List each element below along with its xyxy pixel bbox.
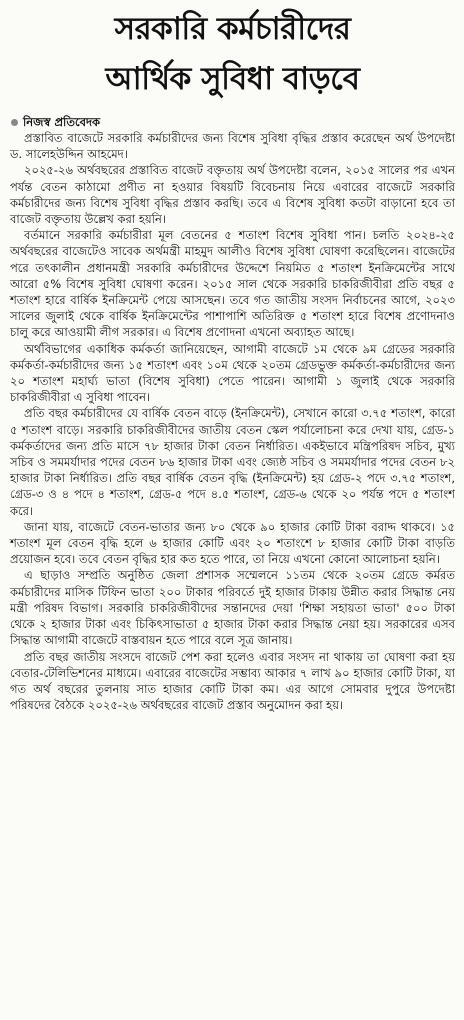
- paragraph-6: জানা যায়, বাজেটে বেতন-ভাতার জন্য ৮০ থেকে ৯০ হাজার কোটি টাকা বরাদ্দ থাকবে। ১৫ শতাংশ মূল বেতন বৃদ্ধি হলে ৬ হাজার কোটি এবং ২০ শতাংশে ৮ হাজার কোটি টাকা বাড়তি প্রয়োজন হবে। তবে বেতন বৃদ্ধির হার কত হতে পারে, তা নিয়ে এখনো কোনো আলোচনা হয়নি।: [10, 519, 455, 567]
- paragraph-3: বর্তমানে সরকারি কর্মচারীরা মূল বেতনের ৫ শতাংশ বিশেষ সুবিধা পান। চলতি ২০২৪-২৫ অর্থবছরের বাজেটেও সাবেক অর্থমন্ত্রী মাহমুদ আলীও বিশেষ সুবিধা ঘোষণা করেছিলেন। বাজেটের পরে তৎকালীন প্রধানমন্ত্রী সরকারি কর্মচারীদের উদ্দেশে নিয়মিত ৫ শতাংশ ইনক্রিমেন্টের সাথে আরো ৫% বিশেষ সুবিধা ঘোষণা করেন। ২০১৫ সাল থেকে সরকারি চাকরিজীবীরা প্রতি বছর ৫ শতাংশ হারে বার্ষিক ইনক্রিমেন্ট পেয়ে আসছেন। তবে গত জাতীয় সংসদ নির্বাচনের আগে, ২০২৩ সালের জুলাই থেকে বার্ষিক ইনক্রিমেন্টের পাশাপাশি অতিরিক্ত ৫ শতাংশ হারে বিশেষ প্রণোদনাও চালু করে আওয়ামী লীগ সরকার। এ বিশেষ প্রণোদনা এখনো অব্যাহত আছে।: [10, 228, 455, 340]
- paragraph-1: প্রস্তাবিত বাজেটে সরকারি কর্মচারীদের জন্য বিশেষ সুবিধা বৃদ্ধির প্রস্তাব করেছেন অর্থ উপদেষ্টা ড. সালেহউদ্দিন আহমেদ।: [10, 131, 455, 162]
- paragraph-7: এ ছাড়াও সম্প্রতি অনুষ্ঠিত জেলা প্রশাসক সম্মেলনে ১১তম থেকে ২০তম গ্রেডে কর্মরত কর্মচারীদের মাসিক টিফিন ভাতা ২০০ টাকার পরিবর্তে দুই হাজার টাকায় উন্নীত করার সিদ্ধান্ত নেয় মন্ত্রী পরিষদ বিভাগ। সরকারি চাকরিজীবীদের সন্তানদের দেয়া 'শিক্ষা সহায়তা ভাতা' ৫০০ টাকা থেকে ২ হাজার টাকা এবং চিকিৎসাভাতা ৫ হাজার টাকা করার সিদ্ধান্ত নেয়া হয়। সরকারের এসব সিদ্ধান্ত আগামী বাজেটে বাস্তবায়ন হতে পারে বলে সূত্র জানায়।: [10, 568, 455, 648]
- paragraph-5: প্রতি বছর কর্মচারীদের যে বার্ষিক বেতন বাড়ে (ইনক্রিমেন্ট), সেখানে কারো ৩.৭৫ শতাংশ, কারো ৫ শতাংশ বাড়ে। সরকারি চাকরিজীবীদের জাতীয় বেতন স্কেল পর্যালোচনা করে দেখা যায়, গ্রেড-১ কর্মকর্তাদের জন্য প্রতি মাসে ৭৮ হাজার টাকা বেতন নির্ধারিত। একইভাবে মন্ত্রিপরিষদ সচিব, মুখ্য সচিব ও সমমর্যাদার পদের বেতন ৮৬ হাজার টাকা এবং জ্যেষ্ঠ সচিব ও সমমর্যাদার পদের বেতন ৮২ হাজার টাকা নির্ধারিত। প্রতি বছর বার্ষিক বেতন বৃদ্ধি (ইনক্রিমেন্ট) হয় গ্রেড-২ পদে ৩.৭৫ শতাংশ, গ্রেড-৩ ও ৪ পদে ৪ শতাংশ, গ্রেড-৫ পদে ৪.৫ শতাংশ, গ্রেড-৬ থেকে ২০ পর্যন্ত পদে ৫ শতাংশ করে।: [10, 406, 455, 518]
- headline-line-2: আর্থিক সুবিধা বাড়বে: [105, 61, 360, 97]
- paragraph-2: ২০২৫-২৬ অর্থবছরের প্রস্তাবিত বাজেট বক্তৃতায় অর্থ উপদেষ্টা বলেন, ২০১৫ সালের পর এখন পর্যন্ত বেতন কাঠামো প্রণীত না হওয়ার বিষয়টি বিবেচনায় নিয়ে এবারের বাজেটে সরকারি কর্মচারীদের জন্য বিশেষ সুবিধা বৃদ্ধির প্রস্তাব করছি। তবে এ বিশেষ সুবিধা কতটা বাড়ানো হবে তা বাজেট বক্তৃতায় উল্লেখ করা হয়নি।: [10, 163, 455, 227]
- bullet-icon: [11, 119, 18, 126]
- paragraph-8: প্রতি বছর জাতীয় সংসদে বাজেট পেশ করা হলেও এবার সংসদ না থাকায় তা ঘোষণা করা হয় বেতার-টেলিভিশনের মাধ্যমে। এবারের বাজেটের সম্ভাব্য আকার ৭ লাখ ৯০ হাজার কোটি টাকা, যা গত অর্থ বছরের তুলনায় সাত হাজার কোটি টাকা কম। এর আগে সোমবার দুপুরে উপদেষ্টা পরিষদের বৈঠকে ২০২৫-২৬ অর্থবছরের বাজেট প্রস্তাব অনুমোদন করা হয়।: [10, 649, 455, 713]
- headline-line-1: সরকারি কর্মচারীদের: [114, 11, 351, 47]
- paragraph-4: অর্থবিভাগের একাধিক কর্মকর্তা জানিয়েছেন, আগামী বাজেটে ১ম থেকে ৯ম গ্রেডের সরকারি কর্মকর্তা-কর্মচারীদের জন্য ১৫ শতাংশ এবং ১০ম থেকে ২০তম গ্রেডভুক্ত কর্মকর্তা-কর্মচারীদের জন্য ২০ শতাংশ মহার্ঘ্য ভাতা (বিশেষ সুবিধা) পেতে পারেন। আগামী ১ জুলাই থেকে সরকারি চাকরিজীবীরা এ সুবিধা পাবেন।: [10, 341, 455, 405]
- article-headline: [10, 4, 455, 104]
- byline-text: নিজস্ব প্রতিবেদক: [23, 115, 101, 129]
- byline: [10, 114, 455, 130]
- article-body: [10, 130, 455, 713]
